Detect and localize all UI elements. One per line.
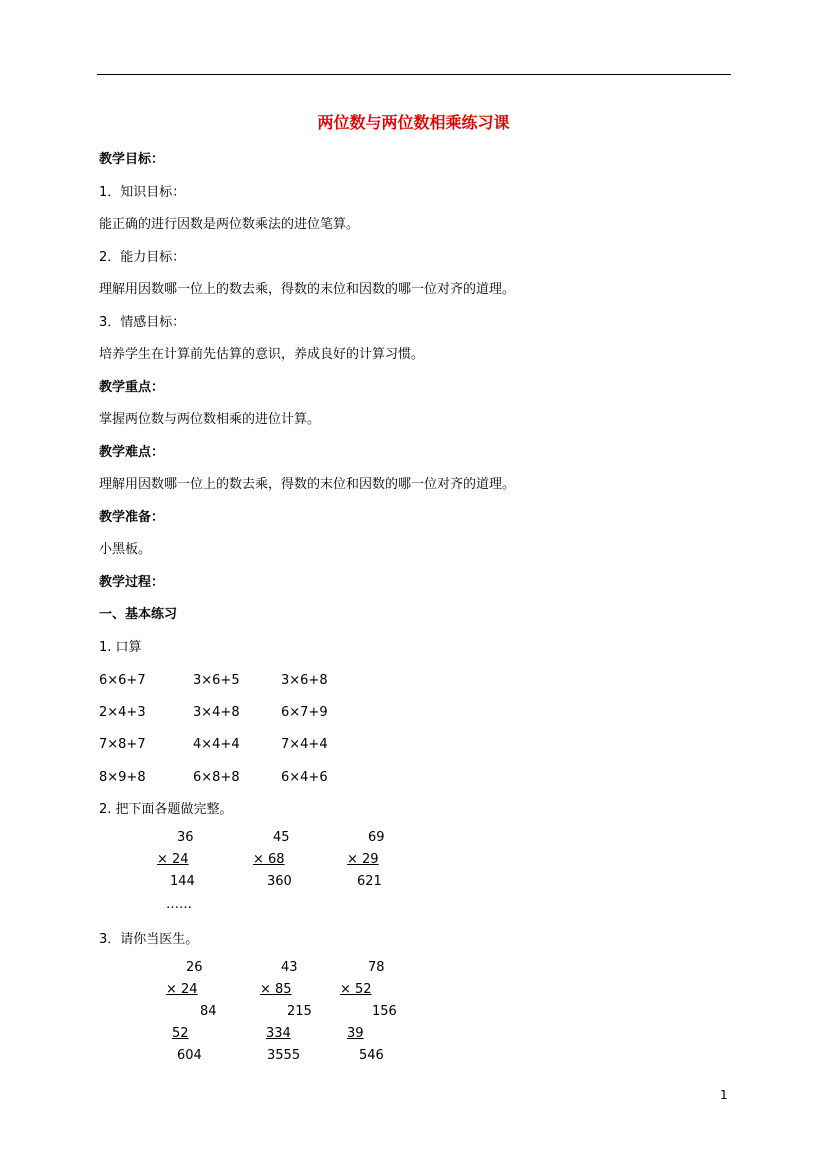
ellipsis: …… [166, 897, 192, 912]
key-text: 掌握两位数与两位数相乘的进位计算。 [99, 412, 321, 427]
doctor-result: 546 [359, 1048, 384, 1063]
oral-item: 3×6+8 [281, 673, 328, 688]
problem-partial: 621 [357, 874, 382, 889]
problem-top: 69 [368, 830, 385, 845]
oral-item: 4×4+4 [193, 737, 240, 752]
oral-item: 7×8+7 [99, 737, 146, 752]
problem-top: 36 [177, 830, 194, 845]
problem-partial: 360 [267, 874, 292, 889]
oral-item: 6×4+6 [281, 770, 328, 785]
difficulty-heading: 教学难点： [99, 445, 165, 460]
oral-item: 6×7+9 [281, 705, 328, 720]
page-number: 1 [720, 1088, 728, 1102]
part1-heading: 一、基本练习 [99, 607, 178, 622]
process-heading: 教学过程： [99, 575, 165, 590]
goal3-text: 培养学生在计算前先估算的意识，养成良好的计算习惯。 [99, 347, 425, 362]
doctor-partial2: 334 [266, 1026, 291, 1041]
prep-text: 小黑板。 [99, 542, 152, 557]
doctor-top: 78 [368, 960, 385, 975]
doctor-result: 604 [177, 1048, 202, 1063]
problem-multiplier: × 24 [157, 852, 189, 867]
doctor-top: 26 [186, 960, 203, 975]
problem-partial: 144 [170, 874, 195, 889]
goals-heading: 教学目标： [99, 152, 165, 167]
goal2-text: 理解用因数哪一位上的数去乘，得数的末位和因数的哪一位对齐的道理。 [99, 282, 516, 297]
doctor-multiplier: × 52 [340, 982, 372, 997]
oral-item: 6×6+7 [99, 673, 146, 688]
doctor-multiplier: × 24 [166, 982, 198, 997]
doctor-partial1: 215 [287, 1004, 312, 1019]
goal1-text: 能正确的进行因数是两位数乘法的进位笔算。 [99, 217, 360, 232]
header-rule [97, 74, 731, 75]
oral-item: 2×4+3 [99, 705, 146, 720]
difficulty-text: 理解用因数哪一位上的数去乘，得数的末位和因数的哪一位对齐的道理。 [99, 477, 516, 492]
doctor-partial1: 84 [200, 1004, 217, 1019]
key-heading: 教学重点： [99, 380, 165, 395]
problem-multiplier: × 29 [347, 852, 379, 867]
goal3-heading: 3．情感目标： [99, 315, 186, 330]
doctor-partial2: 39 [347, 1026, 364, 1041]
oral-item: 3×4+8 [193, 705, 240, 720]
q3-heading: 3．请你当医生。 [99, 932, 199, 947]
doctor-multiplier: × 85 [260, 982, 292, 997]
oral-item: 7×4+4 [281, 737, 328, 752]
doctor-result: 3555 [267, 1048, 301, 1063]
oral-item: 3×6+5 [193, 673, 240, 688]
prep-heading: 教学准备： [99, 510, 165, 525]
oral-item: 8×9+8 [99, 770, 146, 785]
goal1-heading: 1．知识目标： [99, 185, 186, 200]
doctor-partial1: 156 [372, 1004, 397, 1019]
oral-item: 6×8+8 [193, 770, 240, 785]
q1-heading: 1. 口算 [99, 640, 142, 655]
q2-heading: 2. 把下面各题做完整。 [99, 802, 233, 817]
problem-top: 45 [273, 830, 290, 845]
doctor-partial2: 52 [172, 1026, 189, 1041]
doctor-top: 43 [281, 960, 298, 975]
page-title: 两位数与两位数相乘练习课 [317, 113, 510, 132]
problem-multiplier: × 68 [253, 852, 285, 867]
goal2-heading: 2．能力目标： [99, 250, 186, 265]
